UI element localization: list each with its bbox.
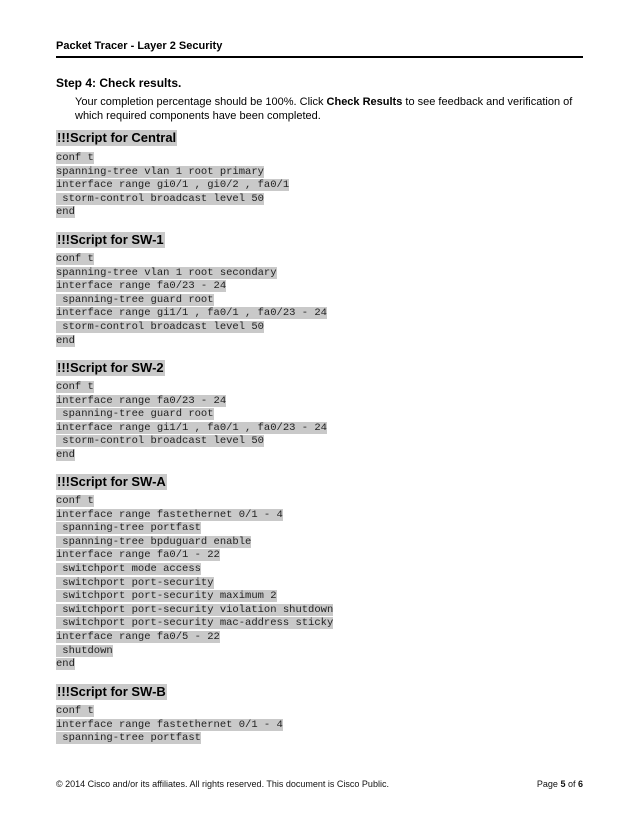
code-line: storm-control broadcast level 50 [56,435,264,448]
check-results-label: Check Results [326,96,403,108]
page-footer [56,779,583,789]
code-block-swb [56,705,283,746]
code-block-sw1 [56,253,327,348]
code-line: conf t [56,152,94,164]
code-line: switchport port-security mac-address sticky [56,617,334,630]
code-line: spanning-tree guard root [56,293,214,306]
code-line: storm-control broadcast level 50 [56,192,264,205]
code-line: interface range fa0/23 - 24 [56,280,227,293]
section-title-sw2: !!!Script for SW-2 [57,360,164,375]
code-line: spanning-tree portfast [56,732,201,745]
code-line: switchport mode access [56,562,201,575]
code-line: conf t [56,253,94,265]
code-line: interface range fastethernet 0/1 - 4 [56,508,283,521]
code-line: spanning-tree vlan 1 root secondary [56,266,277,279]
code-line: end [56,658,75,671]
code-line: storm-control broadcast level 50 [56,320,264,333]
code-block-swa [56,495,333,672]
code-line: conf t [56,381,94,393]
code-line: interface range fastethernet 0/1 - 4 [56,718,283,731]
step-text-after: to see feedback and verification of which required components have been completed. [75,96,573,122]
code-line: interface range fa0/1 - 22 [56,549,220,562]
code-line: conf t [56,495,94,507]
code-line: end [56,206,75,219]
page-number: Page 5 of 6 [536,779,583,789]
code-line: interface range fa0/23 - 24 [56,394,227,407]
code-line: switchport port-security violation shutdown [56,603,334,616]
section-title-swb: !!!Script for SW-B [57,684,166,699]
code-line: spanning-tree vlan 1 root primary [56,165,264,178]
code-line: switchport port-security maximum 2 [56,590,277,603]
section-title-central: !!!Script for Central [57,130,177,145]
code-line: switchport port-security [56,576,214,589]
header-rule [56,56,583,58]
code-line: interface range gi1/1 , fa0/1 , fa0/23 - 24 [56,421,327,434]
code-line: end [56,334,75,347]
code-block-sw2 [56,381,327,463]
code-line: spanning-tree guard root [56,408,214,421]
code-line: conf t [56,705,94,717]
copyright-text: © 2014 Cisco and/or its affiliates. All rights reserved. This document is Cisco Public. [56,779,389,789]
code-line: shutdown [56,644,113,657]
page-header: Packet Tracer - Layer 2 Security [56,40,223,52]
step-paragraph [75,95,580,123]
step-title: Step 4: Check results. [56,76,182,90]
step-text-before: Your completion percentage should be 100%. Click [75,96,327,108]
code-line: end [56,448,75,461]
section-title-swa: !!!Script for SW-A [57,474,166,489]
code-line: interface range gi0/1 , gi0/2 , fa0/1 [56,179,290,192]
code-block-central [56,152,289,220]
code-line: interface range gi1/1 , fa0/1 , fa0/23 - 24 [56,307,327,320]
code-line: spanning-tree portfast [56,522,201,535]
section-title-sw1: !!!Script for SW-1 [57,232,164,247]
code-line: spanning-tree bpduguard enable [56,535,252,548]
code-line: interface range fa0/5 - 22 [56,630,220,643]
